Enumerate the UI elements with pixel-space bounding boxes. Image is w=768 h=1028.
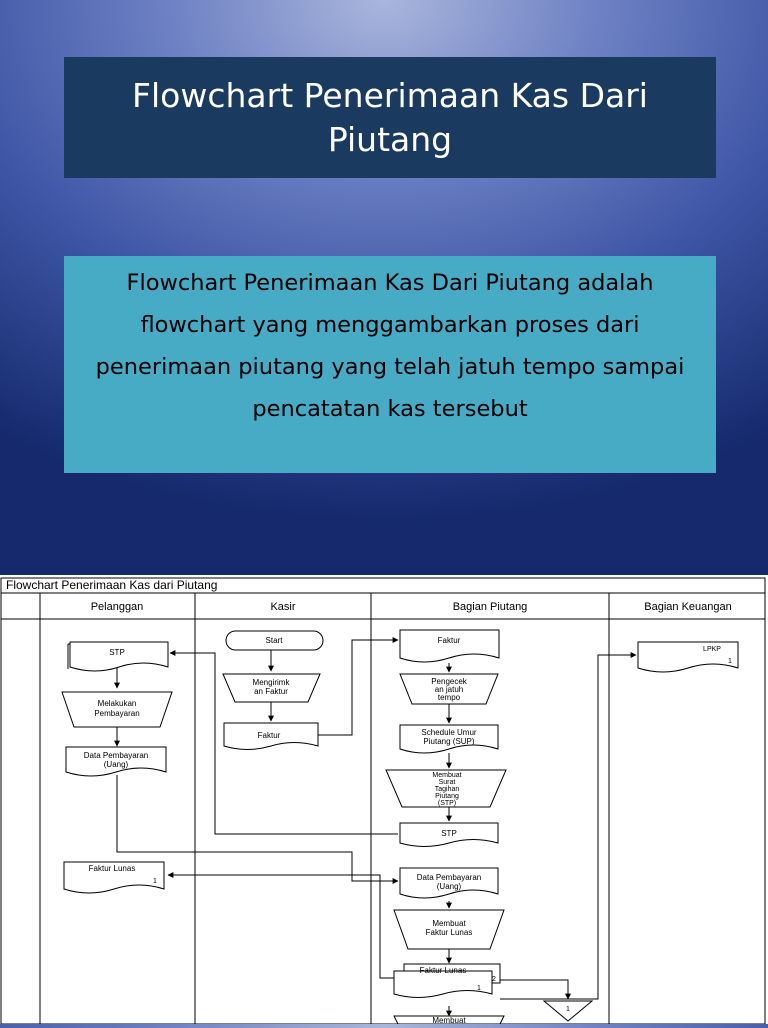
- data-pembayaran-label-2: (Uang): [103, 760, 129, 769]
- node-data-pembayaran-pelanggan: [66, 747, 166, 776]
- data-pembayaran-piutang-label-2: (Uang): [436, 882, 462, 891]
- data-pembayaran-piutang-label-1: Data Pembayaran: [416, 873, 482, 882]
- node-membuat-bottom: [394, 1016, 504, 1024]
- stp-piutang-label: STP: [441, 829, 457, 838]
- node-data-pembayaran-piutang: [400, 868, 498, 898]
- pengecekan-label-2: an jatuh: [434, 685, 464, 694]
- slide-description: Flowchart Penerimaan Kas Dari Piutang adalah flowchart yang menggambarkan proses dari penerimaan piutang yang telah jatuh tempo sampai pencatatan kas tersebut: [64, 256, 716, 473]
- start-label: Start: [265, 636, 283, 645]
- node-offpage-triangle: [544, 1001, 592, 1021]
- node-faktur-kasir: [224, 723, 318, 750]
- faktur-lunas-piutang-label: Faktur Lunas: [419, 966, 467, 975]
- faktur-lunas-piutang-number-2: 2: [492, 976, 496, 983]
- lpkp-label: LPKP: [703, 646, 721, 653]
- node-melakukan-pembayaran: [62, 692, 172, 727]
- membuat-stp-label-4: Piutang: [435, 793, 459, 800]
- membuat-stp-label-1: Membuat: [432, 772, 462, 779]
- lane-label-pelanggan: Pelanggan: [90, 601, 144, 613]
- node-faktur-lunas-piutang: [394, 964, 500, 998]
- node-faktur-piutang: [400, 630, 499, 662]
- membuat-faktur-lunas-label-1: Membuat: [432, 919, 466, 928]
- flowchart-svg: [0, 575, 768, 1024]
- node-membuat-faktur-lunas: [394, 910, 504, 949]
- faktur-lunas-piutang-number-1: 1: [477, 985, 481, 992]
- lane-label-kasir: Kasir: [270, 601, 296, 613]
- schedule-label-2: Piutang (SUP): [423, 737, 475, 746]
- pengecekan-label-1: Pengecek: [431, 677, 467, 686]
- node-schedule-umur-piutang: [400, 725, 498, 753]
- node-faktur-lunas-pelanggan: [64, 862, 164, 893]
- pengecekan-label-3: tempo: [437, 693, 461, 702]
- mengirim-label-2: an Faktur: [254, 687, 288, 696]
- node-pengecekan-jatuh-tempo: [400, 674, 498, 704]
- membuat-bottom-label: Membuat: [432, 1016, 466, 1024]
- slide-title: Flowchart Penerimaan Kas Dari Piutang: [64, 57, 716, 178]
- mengirim-label-1: Mengirimk: [252, 678, 290, 687]
- melakukan-label-1: Melakukan: [97, 699, 137, 708]
- stp-pelanggan-label: STP: [109, 648, 125, 657]
- lane-label-bagian-piutang: Bagian Piutang: [452, 601, 528, 613]
- node-start-terminator: [226, 631, 323, 650]
- node-stp-piutang: [400, 823, 498, 847]
- membuat-stp-label-5: (STP): [437, 800, 457, 807]
- faktur-piutang-label: Faktur: [437, 636, 461, 645]
- node-mengirim-faktur: [223, 674, 320, 702]
- faktur-lunas-pelanggan-label: Faktur Lunas: [88, 864, 136, 873]
- data-pembayaran-label-1: Data Pembayaran: [83, 751, 149, 760]
- melakukan-label-2: Pembayaran: [94, 709, 140, 718]
- flowchart-diagram: [0, 575, 768, 1024]
- node-membuat-stp: [386, 770, 506, 807]
- node-lpkp-document: [638, 642, 738, 672]
- faktur-kasir-label: Faktur: [257, 731, 281, 740]
- membuat-stp-label-2: Surat: [438, 779, 456, 786]
- faktur-lunas-pelanggan-number: 1: [153, 878, 157, 885]
- membuat-stp-label-3: Tagihan: [434, 786, 460, 793]
- schedule-label-1: Schedule Umur: [421, 728, 477, 737]
- lpkp-number: 1: [728, 658, 732, 665]
- membuat-faktur-lunas-label-2: Faktur Lunas: [425, 928, 473, 937]
- lane-label-bagian-keuangan: Bagian Keuangan: [644, 601, 732, 613]
- triangle-number: 1: [566, 1006, 570, 1013]
- node-stp-document: [68, 642, 168, 671]
- diagram-title: Flowchart Penerimaan Kas dari Piutang: [6, 578, 218, 592]
